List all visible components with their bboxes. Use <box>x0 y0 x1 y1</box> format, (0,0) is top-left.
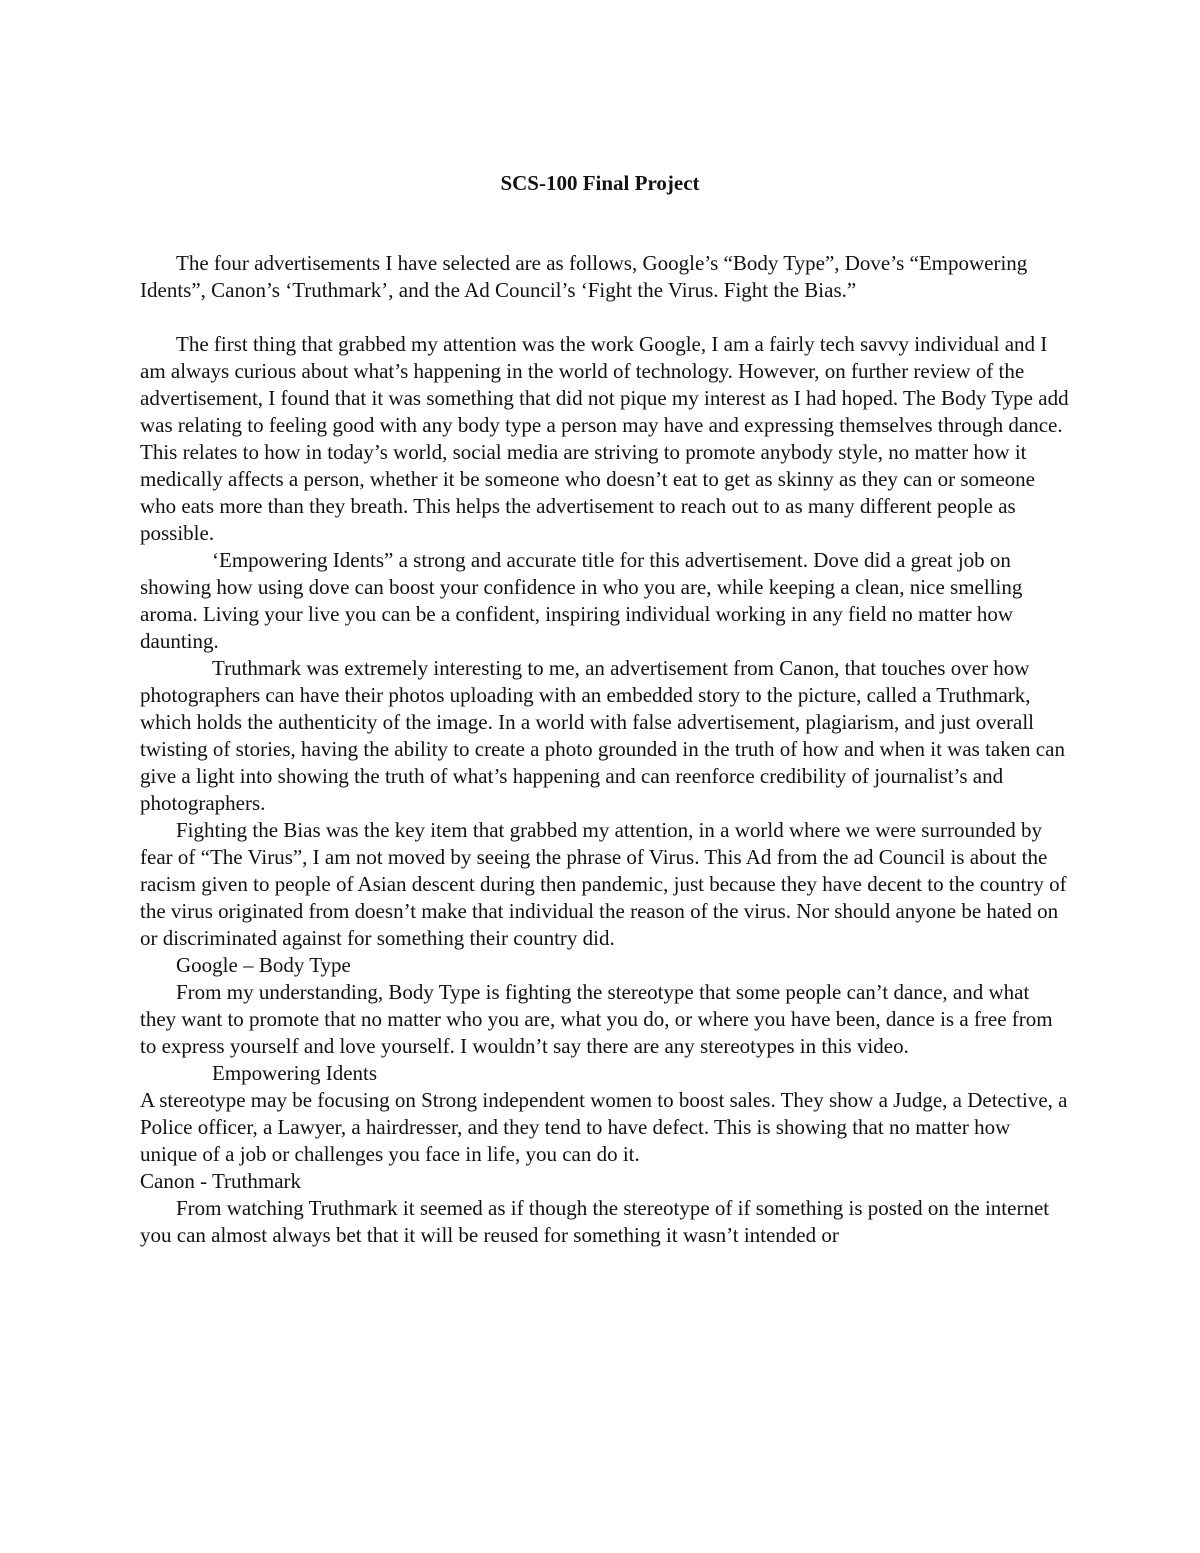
document-body <box>140 250 1070 1249</box>
document-title: SCS-100 Final Project <box>500 171 700 195</box>
paragraph-intro: The four advertisements I have selected are as follows, Google’s “Body Type”, Dove’s “Empowering Idents”, Canon’s ‘Truthmark’, and the Ad Council’s ‘Fight the Virus. Fight the Bias.” <box>140 251 1028 302</box>
section-heading-google: Google – Body Type <box>176 953 351 977</box>
section-heading-canon: Canon - Truthmark <box>140 1169 302 1193</box>
paragraph-canon: Truthmark was extremely interesting to me, an advertisement from Canon, that touches over how photographers can have their photos uploading with an embedded story to the picture, called a Truthmark, which holds the authenticity of the image. In a world with false advertisement, plagiarism, and just overall twisting of stories, having the ability to create a photo grounded in the truth of how and when it was taken can give a light into showing the truth of what’s happening and can reenforce credibility of journalist’s and photographers. <box>140 656 1065 815</box>
paragraph-dove-stereotype: A stereotype may be focusing on Strong independent women to boost sales. They show a Judge, a Detective, a Police officer, a Lawyer, a hairdresser, and they tend to have defect. This is showing that no matter how unique of a job or challenges you face in life, you can do it. <box>140 1088 1068 1166</box>
paragraph-google-stereotype: From my understanding, Body Type is fighting the stereotype that some people can’t dance, and what they want to promote that no matter who you are, what you do, or where you have been, dance is a free from to express yourself and love yourself. I wouldn’t say there are any stereotypes in this video. <box>140 980 1053 1058</box>
paragraph-google: The first thing that grabbed my attention was the work Google, I am a fairly tech savvy individual and I am always curious about what’s happening in the world of technology. However, on further review of the advertisement, I found that it was something that did not pique my interest as I had hoped. The Body Type add was relating to feeling good with any body type a person may have and expressing themselves through dance. This relates to how in today’s world, social media are striving to promote anybody style, no matter how it medically affects a person, whether it be someone who doesn’t eat to get as skinny as they can or someone who eats more than they breath. This helps the advertisement to reach out to as many different people as possible. <box>140 332 1069 545</box>
section-heading-dove: Empowering Idents <box>212 1061 378 1085</box>
paragraph-canon-stereotype: From watching Truthmark it seemed as if though the stereotype of if something is posted on the internet you can almost always bet that it will be reused for something it wasn’t intended or <box>140 1196 1050 1247</box>
paragraph-ad-council: Fighting the Bias was the key item that grabbed my attention, in a world where we were surrounded by fear of “The Virus”, I am not moved by seeing the phrase of Virus. This Ad from the ad Council is about the racism given to people of Asian descent during then pandemic, just because they have decent to the country of the virus originated from doesn’t make that individual the reason of the virus. Nor should anyone be hated on or discriminated against for something their country did. <box>140 818 1067 950</box>
paragraph-dove: ‘Empowering Idents” a strong and accurate title for this advertisement. Dove did a great job on showing how using dove can boost your confidence in who you are, while keeping a clean, nice smelling aroma. Living your live you can be a confident, inspiring individual working in any field no matter how daunting. <box>140 548 1023 653</box>
